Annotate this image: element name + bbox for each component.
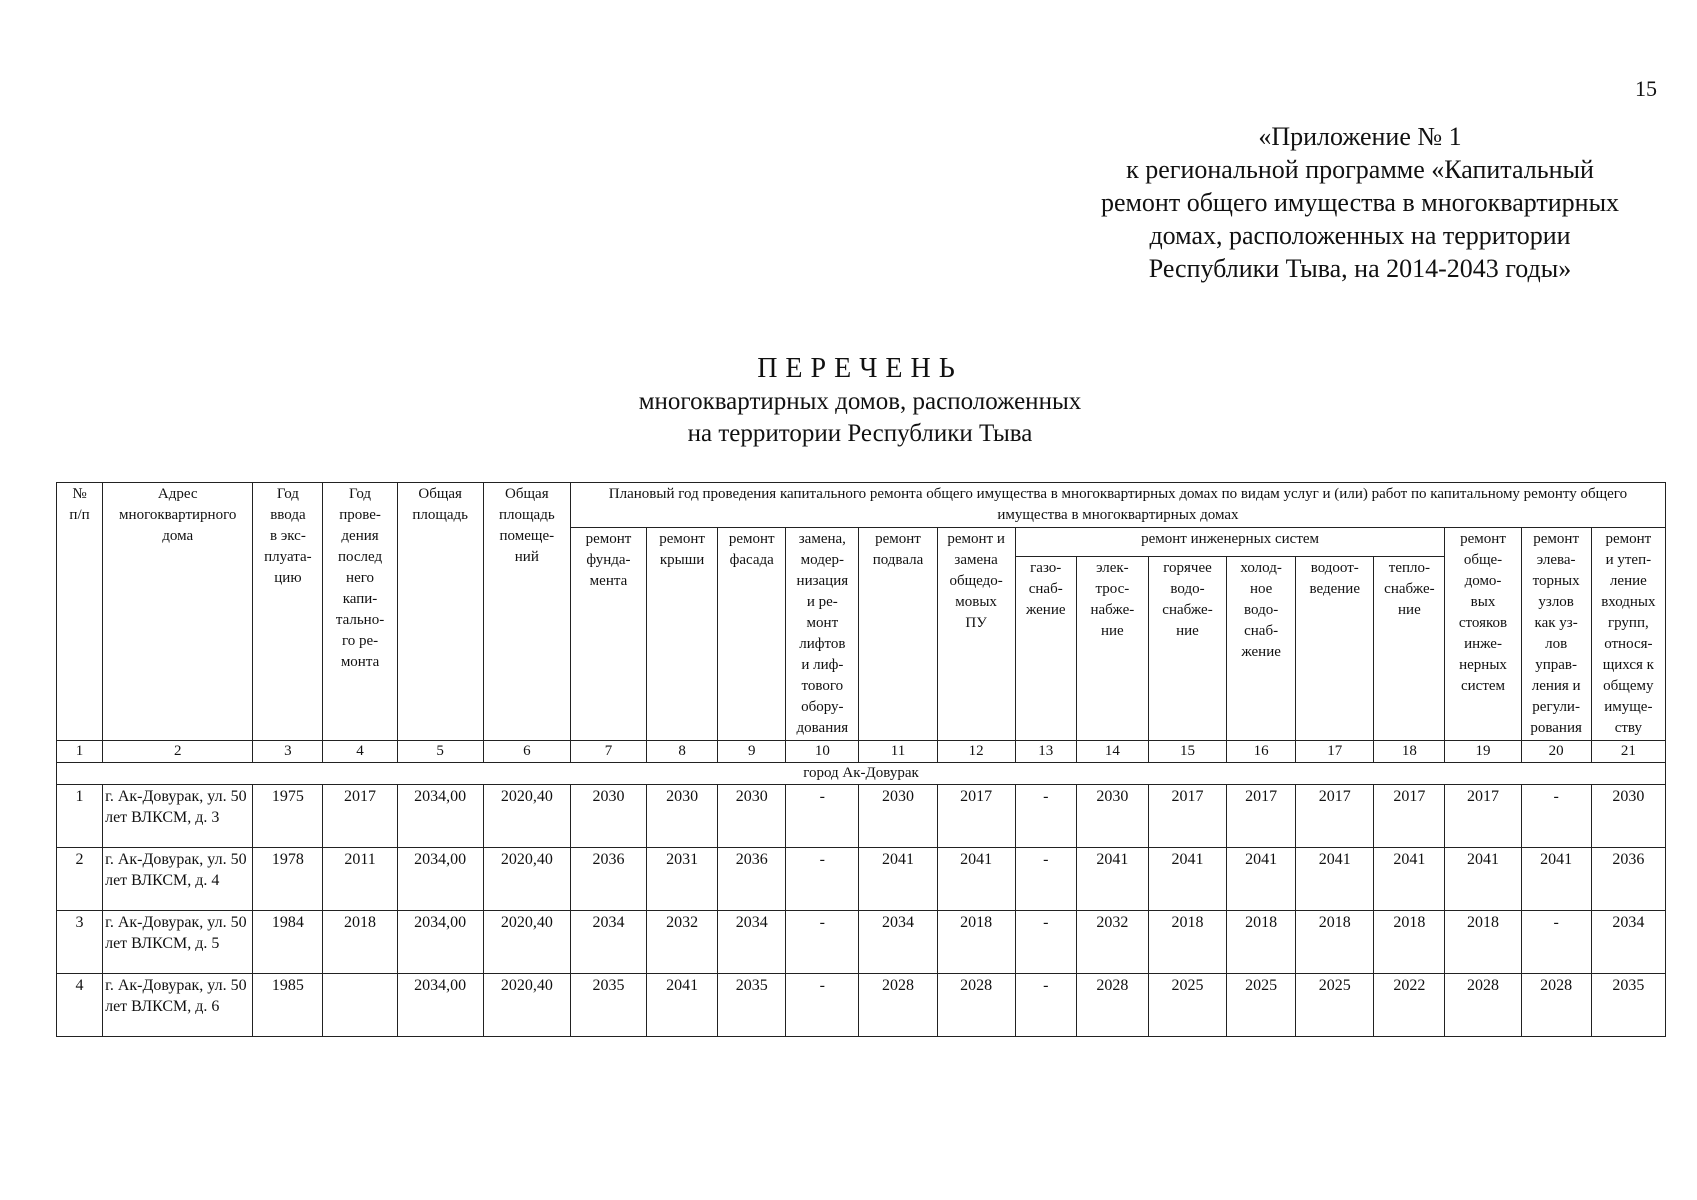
table-cell: 2030 <box>859 785 937 848</box>
city-name: город Ак-Довурак <box>57 763 1666 785</box>
header-year-commission: Год ввода в экс- плуата- цию <box>253 483 323 741</box>
table-row <box>57 785 1666 848</box>
table-cell: 2020,40 <box>483 974 570 1037</box>
header-planned-group: Плановый год проведения капитального ремонта общего имущества в многоквартирных домах по видам услуг и (или) работ по капитальному ремонту общего имущества в многоквартирных домах <box>570 483 1665 528</box>
table-cell: - <box>1015 911 1076 974</box>
table-cell: 2036 <box>1591 848 1665 911</box>
table-cell: 2041 <box>1296 848 1374 911</box>
column-number: 5 <box>397 741 483 763</box>
title-sub: многоквартирных домов, расположенных <box>638 388 1082 415</box>
table-cell: 2018 <box>937 911 1015 974</box>
header-risers: ремонт обще- домо- вых стояков инже- нерных систем <box>1445 528 1521 741</box>
table-cell: 1 <box>57 785 103 848</box>
table-cell: 1975 <box>253 785 323 848</box>
header-elevators: замена, модер- низация и ре- монт лифтов и лиф- тового обору- дования <box>786 528 859 741</box>
table-cell: 2028 <box>859 974 937 1037</box>
table-cell: 2036 <box>718 848 786 911</box>
table-cell: 3 <box>57 911 103 974</box>
header-drainage: водоот- ведение <box>1296 556 1374 740</box>
table-cell: 2020,40 <box>483 911 570 974</box>
table-cell: - <box>786 974 859 1037</box>
table-cell: 2034,00 <box>397 974 483 1037</box>
column-number: 1 <box>57 741 103 763</box>
header-hot-water: горячее водо- снабже- ние <box>1148 556 1226 740</box>
table-cell: 2030 <box>570 785 646 848</box>
housing-registry-table <box>56 482 1666 1037</box>
table-cell: 2018 <box>323 911 397 974</box>
column-number: 15 <box>1148 741 1226 763</box>
column-number-row <box>57 741 1666 763</box>
table-cell: 1984 <box>253 911 323 974</box>
appendix-note <box>1040 120 1680 285</box>
table-body <box>57 741 1666 1037</box>
appendix-line: «Приложение № 1 <box>1258 122 1462 151</box>
table-cell: 2 <box>57 848 103 911</box>
appendix-line: Республики Тыва, на 2014-2043 годы» <box>1148 254 1572 283</box>
table-cell: - <box>786 785 859 848</box>
table-cell: - <box>786 848 859 911</box>
table-cell: 2041 <box>937 848 1015 911</box>
column-number: 2 <box>103 741 253 763</box>
table-cell: 2017 <box>1148 785 1226 848</box>
table-cell: 2025 <box>1227 974 1296 1037</box>
title-sub: на территории Республики Тыва <box>687 420 1033 447</box>
table-cell: 2041 <box>1445 848 1521 911</box>
table-cell: - <box>1521 785 1591 848</box>
column-number: 11 <box>859 741 937 763</box>
table-cell: 2028 <box>1521 974 1591 1037</box>
table-cell: 2041 <box>647 974 718 1037</box>
table-cell: 2030 <box>647 785 718 848</box>
table-cell: 2041 <box>1148 848 1226 911</box>
table-cell: 2022 <box>1374 974 1445 1037</box>
table-cell: 2017 <box>1296 785 1374 848</box>
header-row <box>57 483 1666 528</box>
header-basement: ремонт подвала <box>859 528 937 741</box>
column-number: 4 <box>323 741 397 763</box>
table-cell: 2032 <box>647 911 718 974</box>
header-meters: ремонт и замена общедо- мовых ПУ <box>937 528 1015 741</box>
table-cell: 2041 <box>1521 848 1591 911</box>
table-cell: - <box>1015 848 1076 911</box>
table-cell: 2025 <box>1296 974 1374 1037</box>
table-cell: 2034 <box>859 911 937 974</box>
page-number: 15 <box>1635 76 1657 101</box>
header-cold-water: холод- ное водо- снаб- жение <box>1227 556 1296 740</box>
table-cell: 2034 <box>570 911 646 974</box>
table-row <box>57 848 1666 911</box>
column-number: 9 <box>718 741 786 763</box>
table-cell: 2020,40 <box>483 785 570 848</box>
table-cell: 2028 <box>1076 974 1148 1037</box>
table-cell: 2028 <box>1445 974 1521 1037</box>
column-number: 10 <box>786 741 859 763</box>
table-cell: 2036 <box>570 848 646 911</box>
table-cell: - <box>1521 911 1591 974</box>
table-cell: 2017 <box>1227 785 1296 848</box>
table-cell: 2017 <box>937 785 1015 848</box>
table-cell: 2034 <box>718 911 786 974</box>
table-cell: 2018 <box>1148 911 1226 974</box>
table-cell: 4 <box>57 974 103 1037</box>
column-number: 3 <box>253 741 323 763</box>
column-number: 14 <box>1076 741 1148 763</box>
column-number: 6 <box>483 741 570 763</box>
table-cell: 1978 <box>253 848 323 911</box>
table-cell: 2011 <box>323 848 397 911</box>
column-number: 12 <box>937 741 1015 763</box>
table-cell: 2017 <box>1445 785 1521 848</box>
column-number: 18 <box>1374 741 1445 763</box>
table-cell: 2041 <box>1374 848 1445 911</box>
header-premises-area: Общая площадь помеще- ний <box>483 483 570 741</box>
document-title <box>430 352 1290 450</box>
table-cell: 2041 <box>859 848 937 911</box>
table-cell: 2030 <box>1591 785 1665 848</box>
header-foundation: ремонт фунда- мента <box>570 528 646 741</box>
table-cell: - <box>786 911 859 974</box>
table-cell: 2041 <box>1227 848 1296 911</box>
table-cell: 2017 <box>1374 785 1445 848</box>
table-cell: 2041 <box>1076 848 1148 911</box>
header-insulation: ремонт и утеп- ление входных групп, относя- щихся к общему имуще- ству <box>1591 528 1665 741</box>
table-row <box>57 911 1666 974</box>
table-cell: 2030 <box>718 785 786 848</box>
city-row <box>57 763 1666 785</box>
column-number: 7 <box>570 741 646 763</box>
table-cell: 2018 <box>1445 911 1521 974</box>
table-cell: 2018 <box>1374 911 1445 974</box>
table-cell: 2034,00 <box>397 848 483 911</box>
header-engineering-group: ремонт инженерных систем <box>1015 528 1445 557</box>
table-cell: 2025 <box>1148 974 1226 1037</box>
header-elevator-nodes: ремонт элева- торных узлов как уз- лов управ- ления и регули- рования <box>1521 528 1591 741</box>
appendix-line: ремонт общего имущества в многоквартирных <box>1100 188 1620 217</box>
header-address: Адрес многоквартирного дома <box>103 483 253 741</box>
table-cell: 1985 <box>253 974 323 1037</box>
column-number: 21 <box>1591 741 1665 763</box>
title-main: ПЕРЕЧЕНЬ <box>757 353 963 384</box>
header-year-last-repair: Год прове- дения послед него капи- тально- го ре- монта <box>323 483 397 741</box>
header-gas: газо- снаб- жение <box>1015 556 1076 740</box>
header-facade: ремонт фасада <box>718 528 786 741</box>
header-electric: элек- трос- набже- ние <box>1076 556 1148 740</box>
table-cell: 2031 <box>647 848 718 911</box>
address-cell: г. Ак-Довурак, ул. 50 лет ВЛКСМ, д. 6 <box>103 974 253 1037</box>
appendix-line: домах, расположенных на территории <box>1149 221 1571 250</box>
column-number: 17 <box>1296 741 1374 763</box>
header-roof: ремонт крыши <box>647 528 718 741</box>
column-number: 16 <box>1227 741 1296 763</box>
table-cell: 2035 <box>718 974 786 1037</box>
table-cell: 2035 <box>1591 974 1665 1037</box>
table-cell: 2032 <box>1076 911 1148 974</box>
table-cell: 2018 <box>1296 911 1374 974</box>
table-cell: 2028 <box>937 974 1015 1037</box>
table-cell: 2020,40 <box>483 848 570 911</box>
address-cell: г. Ак-Довурак, ул. 50 лет ВЛКСМ, д. 4 <box>103 848 253 911</box>
header-total-area: Общая площадь <box>397 483 483 741</box>
table-cell: 2034,00 <box>397 785 483 848</box>
table-cell: 2035 <box>570 974 646 1037</box>
table-cell: 2018 <box>1227 911 1296 974</box>
address-cell: г. Ак-Довурак, ул. 50 лет ВЛКСМ, д. 5 <box>103 911 253 974</box>
table-cell: - <box>1015 974 1076 1037</box>
column-number: 13 <box>1015 741 1076 763</box>
header-num: № п/п <box>57 483 103 741</box>
column-number: 20 <box>1521 741 1591 763</box>
table-cell: 2017 <box>323 785 397 848</box>
column-number: 8 <box>647 741 718 763</box>
column-number: 19 <box>1445 741 1521 763</box>
header-heating: тепло- снабже- ние <box>1374 556 1445 740</box>
table-cell: 2034 <box>1591 911 1665 974</box>
table-cell <box>323 974 397 1037</box>
address-cell: г. Ак-Довурак, ул. 50 лет ВЛКСМ, д. 3 <box>103 785 253 848</box>
table-cell: - <box>1015 785 1076 848</box>
table-row <box>57 974 1666 1037</box>
appendix-line: к региональной программе «Капитальный <box>1126 155 1594 184</box>
table-cell: 2034,00 <box>397 911 483 974</box>
table-cell: 2030 <box>1076 785 1148 848</box>
